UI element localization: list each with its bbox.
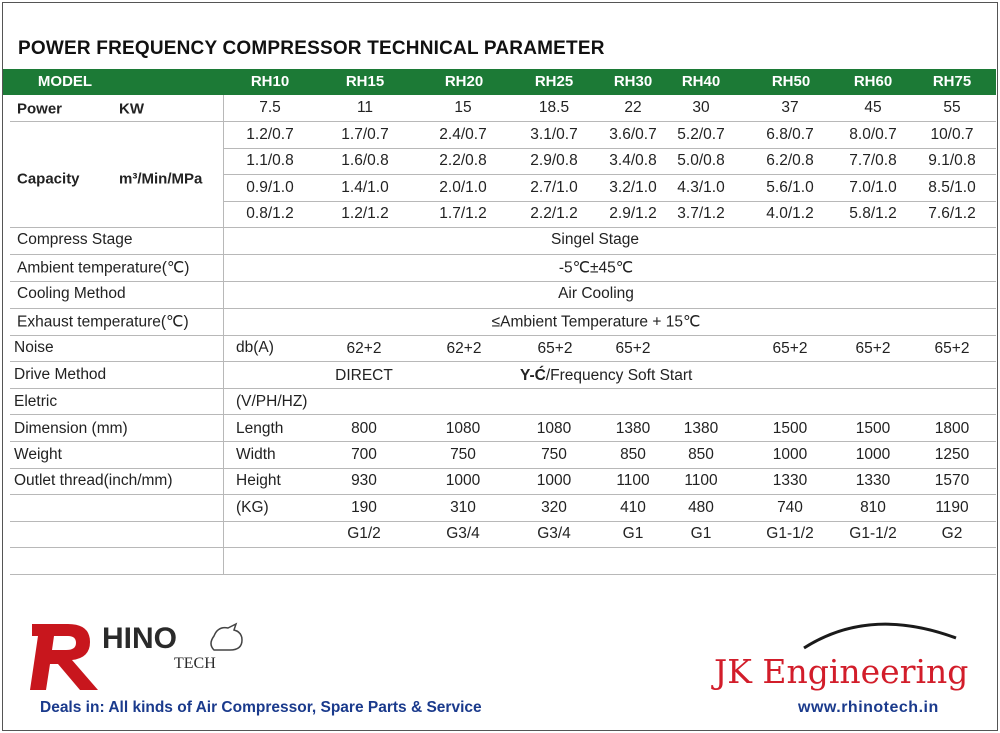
capacity-value: 1.1/0.8: [246, 152, 294, 169]
weight-label: Weight: [14, 446, 62, 463]
noise-label: Noise: [14, 339, 54, 356]
capacity-value: 5.0/0.8: [677, 152, 725, 169]
thread-value: G1: [622, 525, 644, 542]
capacity-value: 4.0/1.2: [766, 205, 814, 222]
dimension-unit: Length: [236, 420, 284, 437]
capacity-label: Capacity: [17, 170, 80, 188]
capacity-value: 2.4/0.7: [439, 126, 487, 143]
capacity-value: 0.8/1.2: [246, 205, 294, 222]
weight-value: 1000: [772, 446, 808, 463]
power-value: 45: [864, 99, 882, 116]
row-divider: [223, 201, 996, 202]
capacity-value: 4.3/1.0: [677, 179, 725, 196]
row-divider: [10, 494, 996, 495]
capacity-unit: m³/Min/MPa: [119, 170, 203, 188]
kg-unit: (KG): [236, 499, 269, 516]
row-divider: [10, 308, 996, 309]
capacity-value: 2.2/1.2: [530, 205, 578, 222]
thread-value: G3/4: [537, 525, 571, 542]
drive-label: Drive Method: [14, 366, 107, 383]
header-rh20: RH20: [444, 73, 484, 90]
header-model: MODEL: [37, 73, 93, 90]
capacity-value: 1.6/0.8: [341, 152, 389, 169]
capacity-value: 9.1/0.8: [928, 152, 976, 169]
power-value: 22: [624, 99, 642, 116]
kg-value: 810: [860, 499, 886, 516]
capacity-value: 2.2/0.8: [439, 152, 487, 169]
row-divider: [223, 174, 996, 175]
header-rh30: RH30: [613, 73, 653, 90]
row-divider: [10, 574, 996, 575]
thread-value: G3/4: [446, 525, 480, 542]
capacity-value: 3.6/0.7: [609, 126, 657, 143]
capacity-value: 10/0.7: [930, 126, 974, 143]
capacity-value: 3.4/0.8: [609, 152, 657, 169]
kg-value: 740: [777, 499, 803, 516]
ambient-value: -5℃±45℃: [558, 259, 634, 277]
dimension-value: 800: [351, 420, 377, 437]
capacity-value: 1.7/0.7: [341, 126, 389, 143]
capacity-value: 1.4/1.0: [341, 179, 389, 196]
capacity-value: 8.5/1.0: [928, 179, 976, 196]
capacity-value: 7.7/0.8: [849, 152, 897, 169]
power-value: 11: [356, 99, 374, 116]
capacity-value: 3.7/1.2: [677, 205, 725, 222]
noise-value: 65+2: [615, 340, 651, 357]
header-rh50: RH50: [771, 73, 811, 90]
dimension-label: Dimension (mm): [14, 420, 128, 437]
capacity-value: 5.2/0.7: [677, 126, 725, 143]
compress-stage-value: Singel Stage: [551, 231, 639, 248]
logo-text: HINO: [102, 622, 177, 655]
row-divider: [223, 148, 996, 149]
row-divider: [10, 335, 996, 336]
outlet-label: Outlet thread(inch/mm): [14, 472, 173, 489]
kg-value: 190: [351, 499, 377, 516]
exhaust-value: ≤Ambient Temperature + 15℃: [491, 313, 701, 331]
thread-value: G2: [941, 525, 963, 542]
outlet-value: 1330: [772, 472, 808, 489]
capacity-value: 6.2/0.8: [766, 152, 814, 169]
weight-unit: Width: [236, 446, 276, 463]
header-rh15: RH15: [345, 73, 385, 90]
capacity-value: 7.0/1.0: [849, 179, 897, 196]
row-divider: [10, 281, 996, 282]
eletric-unit: (V/PH/HZ): [236, 393, 308, 410]
kg-value: 1190: [935, 499, 969, 516]
dimension-value: 1500: [772, 420, 808, 437]
thread-value: G1-1/2: [849, 525, 897, 542]
header-rh40: RH40: [681, 73, 721, 90]
row-divider: [10, 121, 996, 122]
thread-value: G1/2: [347, 525, 381, 542]
outlet-value: 1100: [616, 472, 650, 489]
weight-value: 750: [541, 446, 567, 463]
capacity-value: 3.1/0.7: [530, 126, 578, 143]
noise-unit: db(A): [236, 339, 274, 356]
page-title: POWER FREQUENCY COMPRESSOR TECHNICAL PARAMETER: [18, 38, 605, 59]
kg-value: 310: [450, 499, 476, 516]
arc-swoosh-path: [804, 624, 956, 648]
row-divider: [10, 441, 996, 442]
dimension-value: 1500: [855, 420, 891, 437]
logo-r-shape: [30, 624, 98, 690]
table-header: [3, 69, 996, 95]
header-rh10: RH10: [250, 73, 290, 90]
noise-value: 62+2: [446, 340, 482, 357]
kg-value: 410: [620, 499, 646, 516]
capacity-value: 1.2/1.2: [341, 205, 389, 222]
outlet-value: 1000: [536, 472, 572, 489]
drive-yc: [520, 367, 692, 385]
outlet-value: 1100: [684, 472, 718, 489]
capacity-value: 5.8/1.2: [849, 205, 897, 222]
capacity-value: 2.7/1.0: [530, 179, 578, 196]
capacity-value: 2.0/1.0: [439, 179, 487, 196]
dimension-value: 1800: [934, 420, 970, 437]
dimension-value: 1380: [683, 420, 719, 437]
power-value: 15: [454, 99, 472, 116]
row-divider: [10, 521, 996, 522]
capacity-value: 2.9/0.8: [530, 152, 578, 169]
outlet-unit: Height: [236, 472, 281, 489]
weight-value: 850: [620, 446, 646, 463]
arc-swoosh-icon: [800, 614, 960, 654]
weight-value: 1250: [934, 446, 970, 463]
capacity-value: 5.6/1.0: [766, 179, 814, 196]
row-divider: [10, 414, 996, 415]
capacity-value: 6.8/0.7: [766, 126, 814, 143]
power-value: 7.5: [259, 99, 281, 116]
row-divider: [10, 361, 996, 362]
website-link[interactable]: www.rhinotech.in: [798, 699, 939, 716]
rhino-tech-logo: [28, 614, 258, 694]
outlet-value: 1330: [855, 472, 891, 489]
noise-value: 65+2: [855, 340, 891, 357]
power-label: Power: [17, 100, 63, 118]
dimension-value: 1380: [615, 420, 651, 437]
row-divider: [10, 547, 996, 548]
column-divider: [223, 95, 224, 575]
exhaust-label: Exhaust temperature(℃): [17, 313, 189, 331]
noise-value: 62+2: [346, 340, 382, 357]
row-divider: [10, 227, 996, 228]
company-name: JK Engineering: [714, 652, 969, 691]
weight-value: 850: [688, 446, 714, 463]
thread-value: G1-1/2: [766, 525, 814, 542]
noise-value: 65+2: [934, 340, 970, 357]
logo-sub: TECH: [174, 655, 216, 672]
power-value: 37: [781, 99, 799, 116]
capacity-value: 1.7/1.2: [439, 205, 487, 222]
header-rh60: RH60: [853, 73, 893, 90]
drive-yc-bold: Y-Ć: [520, 367, 546, 384]
kg-value: 480: [688, 499, 714, 516]
deals-text: Deals in: All kinds of Air Compressor, Spare Parts & Service: [40, 699, 482, 716]
power-unit: KW: [119, 100, 144, 118]
drive-direct: DIRECT: [335, 367, 393, 384]
header-rh75: RH75: [932, 73, 972, 90]
row-divider: [10, 468, 996, 469]
capacity-value: 0.9/1.0: [246, 179, 294, 196]
header-rh25: RH25: [534, 73, 574, 90]
cooling-value: Air Cooling: [558, 285, 634, 302]
power-value: 55: [943, 99, 961, 116]
noise-value: 65+2: [537, 340, 573, 357]
thread-value: G1: [690, 525, 712, 542]
weight-value: 750: [450, 446, 476, 463]
capacity-value: 3.2/1.0: [609, 179, 657, 196]
drive-yc-rest: /Frequency Soft Start: [545, 367, 693, 384]
power-value: 30: [692, 99, 710, 116]
outlet-value: 1000: [445, 472, 481, 489]
eletric-label: Eletric: [14, 393, 58, 410]
capacity-value: 7.6/1.2: [928, 205, 976, 222]
outlet-value: 1570: [934, 472, 970, 489]
capacity-value: 2.9/1.2: [609, 205, 657, 222]
weight-value: 1000: [855, 446, 891, 463]
row-divider: [10, 254, 996, 255]
rhino-icon: [211, 624, 242, 650]
power-value: 18.5: [538, 99, 570, 116]
dimension-value: 1080: [536, 420, 572, 437]
ambient-label: Ambient temperature(℃): [17, 259, 190, 277]
cooling-label: Cooling Method: [17, 285, 126, 302]
outlet-value: 930: [351, 472, 377, 489]
logo-r-counter: [52, 636, 76, 650]
dimension-value: 1080: [445, 420, 481, 437]
weight-value: 700: [351, 446, 377, 463]
row-divider: [10, 388, 996, 389]
kg-value: 320: [541, 499, 567, 516]
capacity-value: 8.0/0.7: [849, 126, 897, 143]
capacity-value: 1.2/0.7: [246, 126, 294, 143]
noise-value: 65+2: [772, 340, 808, 357]
compress-stage-label: Compress Stage: [17, 231, 133, 248]
